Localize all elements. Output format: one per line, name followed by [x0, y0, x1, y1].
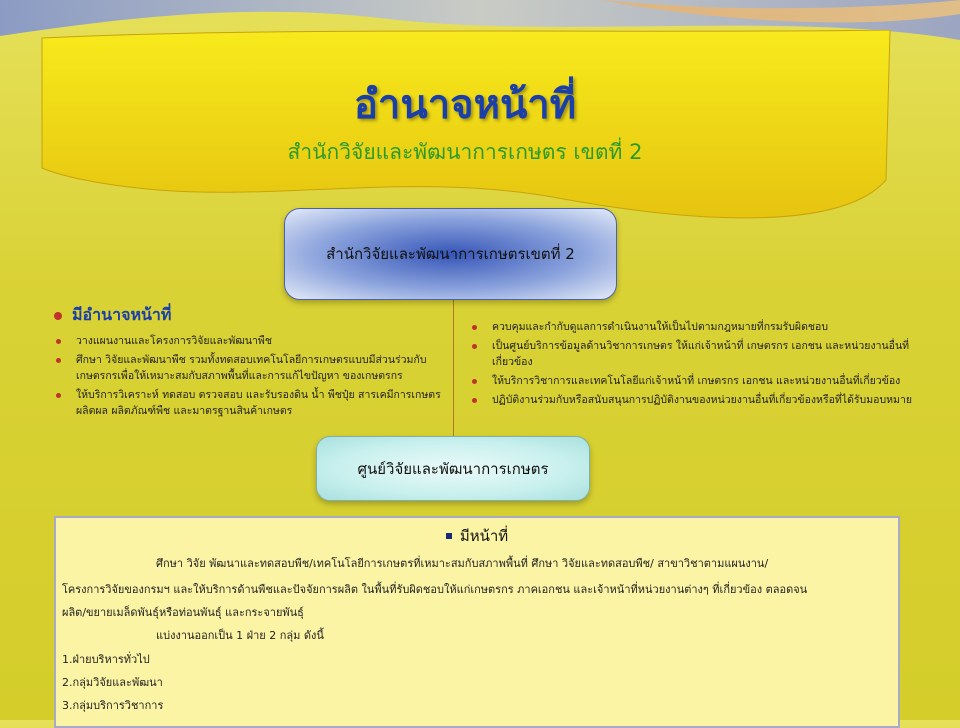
list-item — [472, 338, 942, 370]
bullet-icon — [54, 312, 62, 320]
page-title: อำนาจหน้าที่ — [353, 82, 577, 128]
duties-box — [54, 516, 900, 728]
square-bullet-icon — [446, 533, 452, 539]
unit-item: 3.กลุ่มบริการวิชาการ — [62, 699, 164, 712]
list-item — [472, 373, 942, 389]
page-subtitle: สำนักวิจัยและพัฒนาการเกษตร เขตที่ 2 — [287, 140, 643, 164]
list-item — [56, 387, 451, 419]
list-item — [56, 352, 451, 384]
list-item-text: เป็นศูนย์บริการข้อมูลด้านวิชาการเกษตร ให้แก่เจ้าหน้าที่ เกษตรกร เอกชน และหน่วยงานอื่นที่เกี่ยวข้อง — [492, 340, 910, 368]
unit-item: 1.ฝ่ายบริหารทั่วไป — [62, 653, 150, 666]
bullet-icon — [472, 325, 477, 330]
bullet-icon — [56, 358, 61, 363]
duties-line: ศึกษา วิจัย พัฒนาและทดสอบพืช/เทคโนโลยีการเกษตรที่เหมาะสมกับสภาพพื้นที่ ศึกษา วิจัยและทดสอบพืช/ สาขาวิชาตามแผนงาน/ — [156, 557, 769, 570]
duties-line: โครงการวิจัยของกรมฯ และให้บริการด้านพืชและปัจจัยการผลิต ในพื้นที่รับผิดชอบให้แก่เกษตรกร ภาคเอกชน และเจ้าหน้าที่หน่วยงานต่างๆ ที่เกี่ยวข้อง ตลอดจน — [62, 583, 808, 596]
bullet-icon — [56, 393, 61, 398]
unit-item: 2.กลุ่มวิจัยและพัฒนา — [62, 676, 163, 689]
list-item — [472, 319, 942, 335]
bullet-icon — [56, 339, 61, 344]
duties-line: ผลิต/ขยายเมล็ดพันธุ์หรือท่อนพันธุ์ และกระจายพันธุ์ — [62, 606, 304, 619]
bullet-icon — [472, 398, 477, 403]
duties-heading — [56, 524, 898, 548]
list-item-text: ให้บริการวิชาการและเทคโนโลยีแก่เจ้าหน้าที่ เกษตรกร เอกชน และหน่วยงานอื่นที่เกี่ยวข้อง — [492, 375, 901, 387]
bullet-icon — [472, 379, 477, 384]
org-box-office-label: สำนักวิจัยและพัฒนาการเกษตรเขตที่ 2 — [326, 245, 575, 263]
list-item-text: ปฏิบัติงานร่วมกับหรือสนับสนุนการปฏิบัติงานของหน่วยงานอื่นที่เกี่ยวข้องหรือที่ได้รับมอบหมาย — [492, 394, 912, 406]
connector-line — [453, 298, 454, 436]
duties-line: แบ่งงานออกเป็น 1 ฝ่าย 2 กลุ่ม ดังนี้ — [156, 629, 324, 642]
list-item-text: ควบคุมและกำกับดูแลการดำเนินงานให้เป็นไปตามกฎหมายที่กรมรับผิดชอบ — [492, 321, 828, 333]
list-item-text: วางแผนงานและโครงการวิจัยและพัฒนาพืช — [76, 335, 272, 347]
authority-list-right — [472, 319, 942, 411]
list-item-text: ให้บริการวิเคราะห์ ทดสอบ ตรวจสอบ และรับรองดิน น้ำ พืชปุ๋ย สารเคมีการเกษตร ผลิตผล ผลิตภัณฑ์พืช และมาตรฐานสินค้าเกษตร — [76, 389, 441, 417]
list-item — [56, 333, 451, 349]
list-item — [472, 392, 942, 408]
bullet-icon — [472, 344, 477, 349]
list-item-text: ศึกษา วิจัยและพัฒนาพืช รวมทั้งทดสอบเทคโนโลยีการเกษตรแบบมีส่วนร่วมกับเกษตรกรเพื่อให้เหมาะสมกับสภาพพื้นที่และการแก้ไขปัญหา ของเกษตรกร — [76, 354, 427, 382]
org-box-office — [284, 208, 617, 300]
org-box-center — [316, 436, 590, 501]
org-box-center-label: ศูนย์วิจัยและพัฒนาการเกษตร — [357, 459, 549, 478]
authority-list-left — [56, 333, 451, 422]
authority-heading-text: มีอำนาจหน้าที่ — [72, 305, 172, 324]
duties-heading-text: มีหน้าที่ — [459, 527, 509, 545]
authority-heading — [54, 303, 171, 328]
